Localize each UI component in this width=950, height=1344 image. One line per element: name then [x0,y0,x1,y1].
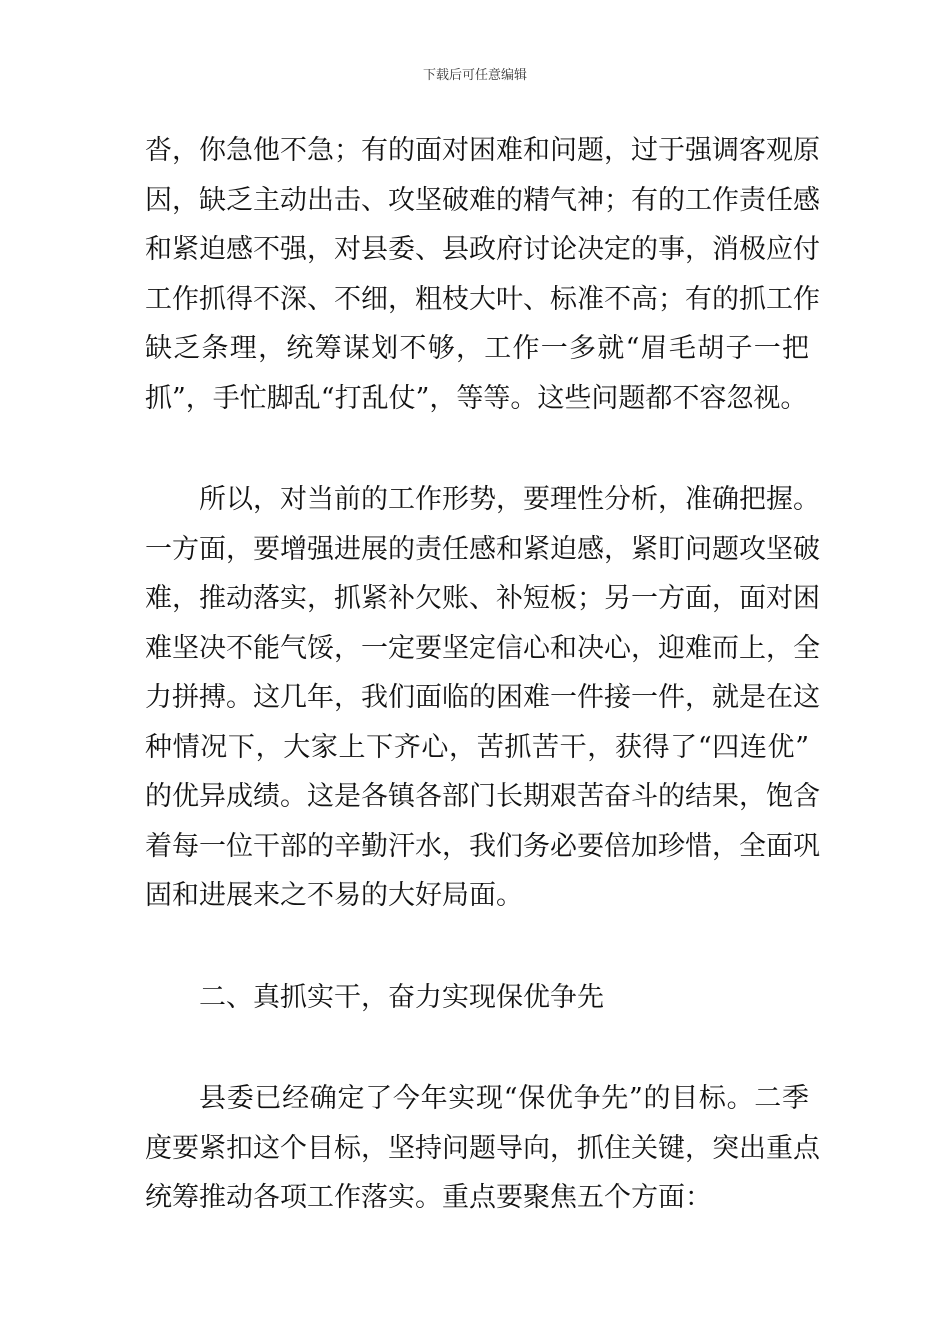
paragraph [145,126,820,423]
text-line: 的优异成绩。这是各镇各部门长期艰苦奋斗的结果，饱含 [145,781,820,812]
text-line: 工作抓得不深、不细，粗枝大叶、标准不高；有的抓工作 [145,283,820,315]
text-line: 力拼搏。这几年，我们面临的困难一件接一件，就是在这 [145,682,820,713]
paragraph-gap [145,1022,809,1074]
section-heading [145,973,809,1023]
page-header: 下载后可任意编辑 [422,68,527,83]
paragraph [145,475,820,921]
text-line: 沓，你急他不急；有的面对困难和问题，过于强调客观原 [145,135,820,166]
text-line: 一方面，要增强进展的责任感和紧迫感，紧盯问题攻坚破 [145,533,820,565]
text-line: 种情况下，大家上下齐心，苦抓苦干，获得了“四连优” [145,731,809,763]
paragraph-gap [145,921,809,973]
text-line: 难，推动落实，抓紧补欠账、补短板；另一方面，面对困 [145,583,820,614]
document-body [145,126,820,1223]
text-line: 和紧迫感不强，对县委、县政府讨论决定的事，消极应付 [145,234,820,265]
text-line: 因，缺乏主动出击、攻坚破难的精气神；有的工作责任感 [145,184,820,216]
text-line: 统筹推动各项工作落实。重点要聚焦五个方面： [145,1182,712,1213]
text-line: 难坚决不能气馁，一定要坚定信心和决心，迎难而上，全 [145,632,820,664]
heading-line: 二、真抓实干，奋力实现保优争先 [199,981,604,1013]
text-line: 县委已经确定了今年实现“保优争先”的目标。二季 [199,1083,809,1114]
text-line: 着每一位干部的辛勤汗水，我们务必要倍加珍惜，全面巩 [145,830,820,862]
paragraph-gap [145,423,809,475]
text-line: 度要紧扣这个目标，坚持问题导向，抓住关键，突出重点 [145,1132,820,1164]
text-line: 抓”，手忙脚乱“打乱仗”，等等。这些问题都不容忽视。 [145,382,808,414]
text-line: 固和进展来之不易的大好局面。 [145,880,523,911]
paragraph [145,1074,820,1223]
text-line: 缺乏条理，统筹谋划不够，工作一多就“眉毛胡子一把 [145,333,809,364]
text-line: 所以，对当前的工作形势，要理性分析，准确把握。 [199,484,820,515]
